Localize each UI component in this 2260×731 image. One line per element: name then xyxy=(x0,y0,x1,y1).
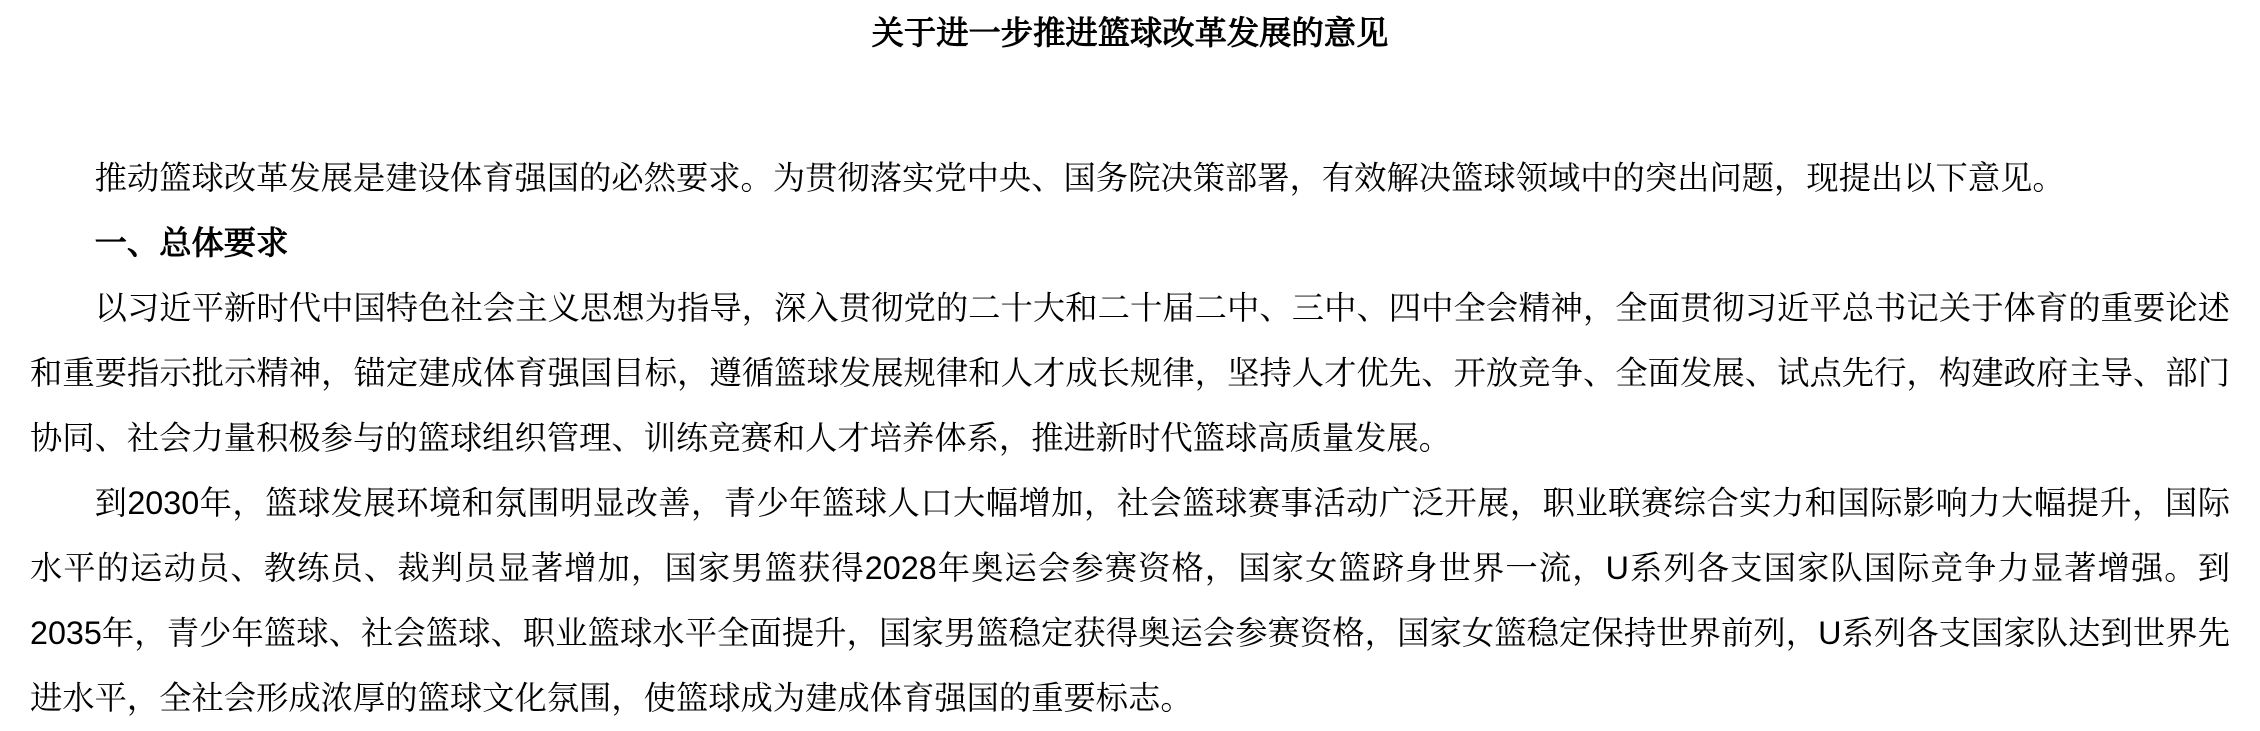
paragraph-guiding-ideology: 以习近平新时代中国特色社会主义思想为指导，深入贯彻党的二十大和二十届二中、三中、四中全会精神，全面贯彻习近平总书记关于体育的重要论述和重要指示批示精神，锚定建成体育强国目标，遵循篮球发展规律和人才成长规律，坚持人才优先、开放竞争、全面发展、试点先行，构建政府主导、部门协同、社会力量积极参与的篮球组织管理、训练竞赛和人才培养体系，推进新时代篮球高质量发展。 xyxy=(30,290,2230,456)
paragraph-intro: 推动篮球改革发展是建设体育强国的必然要求。为贯彻落实党中央、国务院决策部署，有效解决篮球领域中的突出问题，现提出以下意见。 xyxy=(94,160,2065,196)
paragraph-development-goals: 到2030年，篮球发展环境和氛围明显改善，青少年篮球人口大幅增加，社会篮球赛事活动广泛开展，职业联赛综合实力和国际影响力大幅提升，国际水平的运动员、教练员、裁判员显著增加，国家男篮获得2028年奥运会参赛资格，国家女篮跻身世界一流，U系列各支国家队国际竞争力显著增强。到2035年，青少年篮球、社会篮球、职业篮球水平全面提升，国家男篮稳定获得奥运会参赛资格，国家女篮稳定保持世界前列，U系列各支国家队达到世界先进水平，全社会形成浓厚的篮球文化氛围，使篮球成为建成体育强国的重要标志。 xyxy=(30,485,2230,716)
document-title: 关于进一步推进篮球改革发展的意见 xyxy=(871,15,1389,51)
section-heading-overall-requirements: 一、总体要求 xyxy=(94,225,289,261)
